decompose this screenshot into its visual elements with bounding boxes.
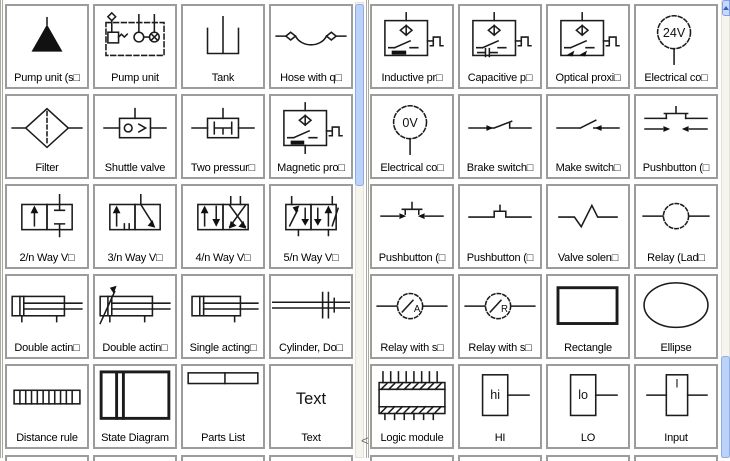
palette-tile-label: LO — [580, 432, 596, 444]
palette-tile-label: Pushbutton (□ — [466, 252, 534, 264]
arrow-up-icon — [723, 6, 729, 10]
palette-tile[interactable] — [458, 94, 542, 179]
palette-tile-partial[interactable] — [181, 455, 265, 461]
palette-tile[interactable] — [634, 4, 718, 89]
cyl-single-acting-icon — [183, 276, 263, 342]
palette-tile-label: Shuttle valve — [104, 162, 166, 174]
palette-tile-label: Filter — [35, 162, 59, 174]
make-switch-icon — [548, 96, 628, 162]
palette-tile[interactable] — [458, 184, 542, 269]
palette-tile-label: Electrical co□ — [644, 72, 708, 84]
scroll-left-arrow-icon[interactable]: < — [361, 433, 369, 448]
palette-tile-label: Logic module — [380, 432, 444, 444]
palette-tile-label: Relay (Lad□ — [647, 252, 705, 264]
palette-tile[interactable] — [181, 364, 265, 449]
valve-2n-icon — [7, 186, 87, 252]
svg-text:lo: lo — [578, 388, 589, 402]
connection-24v-icon — [636, 6, 716, 72]
rectangle-shape-icon — [548, 276, 628, 342]
palette-tile[interactable] — [546, 274, 630, 359]
palette-tile[interactable] — [634, 364, 718, 449]
palette-tile-label: Two pressur□ — [190, 162, 256, 174]
palette-tile-label: Electrical co□ — [380, 162, 444, 174]
lo-module-icon — [548, 366, 628, 432]
palette-tile[interactable] — [269, 4, 353, 89]
optical-prox-icon — [548, 6, 628, 72]
two-pressure-valve-icon — [183, 96, 263, 162]
palette-tile[interactable] — [370, 184, 454, 269]
palette-tile-label: Pump unit — [111, 72, 159, 84]
palette-tile-partial[interactable] — [546, 455, 630, 461]
valve-4n-icon — [183, 186, 263, 252]
palette-tile-label: Make switch□ — [555, 162, 621, 174]
palette-tile-label: Pushbutton (□ — [642, 162, 710, 174]
right-panel-border — [366, 0, 369, 458]
svg-text:R: R — [500, 303, 508, 315]
left-panel-scrollbar-thumb[interactable] — [355, 4, 364, 186]
text-sample-icon — [271, 366, 351, 432]
palette-tile-label: Tank — [211, 72, 235, 84]
pump-simplified-icon — [7, 6, 87, 72]
logic-module-icon — [372, 366, 452, 432]
palette-tile[interactable] — [5, 364, 89, 449]
svg-text:Text: Text — [295, 389, 327, 408]
palette-tile-partial[interactable] — [5, 455, 89, 461]
palette-tile-label: Double actin□ — [102, 342, 168, 354]
palette-tile-label: HI — [494, 432, 506, 444]
palette-tile[interactable] — [93, 4, 177, 89]
inductive-prox-icon — [372, 6, 452, 72]
connection-0v-icon — [372, 96, 452, 162]
palette-tile-label: Inductive pr□ — [381, 72, 443, 84]
palette-tile[interactable] — [634, 94, 718, 179]
shuttle-valve-icon — [95, 96, 175, 162]
palette-tile[interactable] — [181, 94, 265, 179]
relay-ladder-icon — [636, 186, 716, 252]
right-panel-scrollbar-thumb[interactable] — [721, 356, 730, 458]
cyl-rod-through-icon — [271, 276, 351, 342]
palette-tile[interactable] — [546, 184, 630, 269]
parts-list-icon — [183, 366, 263, 432]
tank-icon — [183, 6, 263, 72]
palette-tile-label: Ellipse — [660, 342, 692, 354]
svg-text:24V: 24V — [662, 26, 686, 41]
palette-tile[interactable] — [5, 184, 89, 269]
palette-tile[interactable] — [546, 4, 630, 89]
palette-tile[interactable] — [269, 184, 353, 269]
palette-tile-label: 3/n Way V□ — [107, 252, 163, 264]
palette-tile-label: Relay with s□ — [380, 342, 444, 354]
valve-solenoid-icon — [548, 186, 628, 252]
svg-text:0V: 0V — [402, 116, 418, 131]
palette-tile[interactable] — [93, 94, 177, 179]
palette-tile-label: Cylinder, Do□ — [279, 342, 343, 354]
distance-rule-icon — [7, 366, 87, 432]
palette-tile-label: Pump unit (s□ — [14, 72, 80, 84]
palette-tile-label: Brake switch□ — [466, 162, 534, 174]
palette-tile-partial[interactable] — [93, 455, 177, 461]
palette-tile[interactable] — [370, 4, 454, 89]
palette-tile-label: Rectangle — [564, 342, 612, 354]
palette-tile-label: Capacitive p□ — [467, 72, 533, 84]
magnetic-proximity-icon — [271, 96, 351, 162]
cyl-double-acting-icon — [7, 276, 87, 342]
pushbutton-detent-icon — [460, 186, 540, 252]
palette-tile-label: Valve solen□ — [557, 252, 619, 264]
palette-tile-label: Pushbutton (□ — [378, 252, 446, 264]
palette-tile-label: Relay with s□ — [468, 342, 532, 354]
palette-tile[interactable] — [181, 4, 265, 89]
palette-tile-label: 4/n Way V□ — [195, 252, 251, 264]
palette-tile[interactable] — [458, 274, 542, 359]
palette-tile-label: Magnetic pro□ — [277, 162, 345, 174]
palette-tile-label: Distance rule — [16, 432, 78, 444]
palette-tile[interactable] — [93, 364, 177, 449]
palette-tile[interactable] — [269, 94, 353, 179]
palette-tile[interactable] — [5, 274, 89, 359]
palette-tile-label: Hose with q□ — [280, 72, 342, 84]
palette-tile-label: Input — [664, 432, 688, 444]
hose-quick-release-icon — [271, 6, 351, 72]
palette-tile[interactable] — [370, 94, 454, 179]
palette-tile-label: 2/n Way V□ — [19, 252, 75, 264]
relay-delay-on-icon — [372, 276, 452, 342]
palette-tile-label: Optical proxi□ — [555, 72, 621, 84]
palette-tile[interactable] — [546, 94, 630, 179]
palette-tile-label: State Diagram — [101, 432, 169, 444]
palette-tile[interactable] — [458, 364, 542, 449]
palette-tile[interactable] — [458, 4, 542, 89]
palette-tile[interactable] — [93, 184, 177, 269]
palette-tile-partial[interactable] — [370, 455, 454, 461]
palette-tile-label: Parts List — [201, 432, 245, 444]
palette-tile[interactable] — [370, 274, 454, 359]
left-panel-border — [0, 0, 3, 458]
relay-delay-off-icon — [460, 276, 540, 342]
palette-tile-label: Double actin□ — [14, 342, 80, 354]
hi-module-icon — [460, 366, 540, 432]
palette-tile-label: 5/n Way V□ — [283, 252, 339, 264]
palette-tile[interactable] — [181, 184, 265, 269]
state-diagram-icon — [95, 366, 175, 432]
valve-3n-icon — [95, 186, 175, 252]
palette-tile[interactable] — [5, 94, 89, 179]
palette-tile-partial[interactable] — [634, 455, 718, 461]
palette-tile-label: Single acting□ — [189, 342, 257, 354]
palette-tile-partial[interactable] — [269, 455, 353, 461]
palette-tile[interactable] — [269, 364, 353, 449]
palette-tile[interactable] — [370, 364, 454, 449]
pump-unit-icon — [95, 6, 175, 72]
cyl-double-adjustable-icon — [95, 276, 175, 342]
filter-icon — [7, 96, 87, 162]
palette-tile[interactable] — [5, 4, 89, 89]
svg-text:hi: hi — [490, 388, 501, 402]
ellipse-shape-icon — [636, 276, 716, 342]
palette-tile-partial[interactable] — [458, 455, 542, 461]
palette-tile[interactable] — [634, 274, 718, 359]
input-module-icon — [636, 366, 716, 432]
svg-text:I: I — [675, 377, 679, 391]
palette-tile-label: Text — [301, 432, 321, 444]
palette-tile[interactable] — [269, 274, 353, 359]
palette-tile[interactable] — [634, 184, 718, 269]
right-panel-scroll-up-button[interactable] — [722, 0, 730, 16]
brake-switch-icon — [460, 96, 540, 162]
svg-text:A: A — [413, 303, 421, 315]
palette-tile[interactable] — [93, 274, 177, 359]
palette-tile[interactable] — [181, 274, 265, 359]
valve-5n-icon — [271, 186, 351, 252]
pushbutton-break-icon — [636, 96, 716, 162]
capacitive-prox-icon — [460, 6, 540, 72]
pushbutton-make-icon — [372, 186, 452, 252]
palette-tile[interactable] — [546, 364, 630, 449]
